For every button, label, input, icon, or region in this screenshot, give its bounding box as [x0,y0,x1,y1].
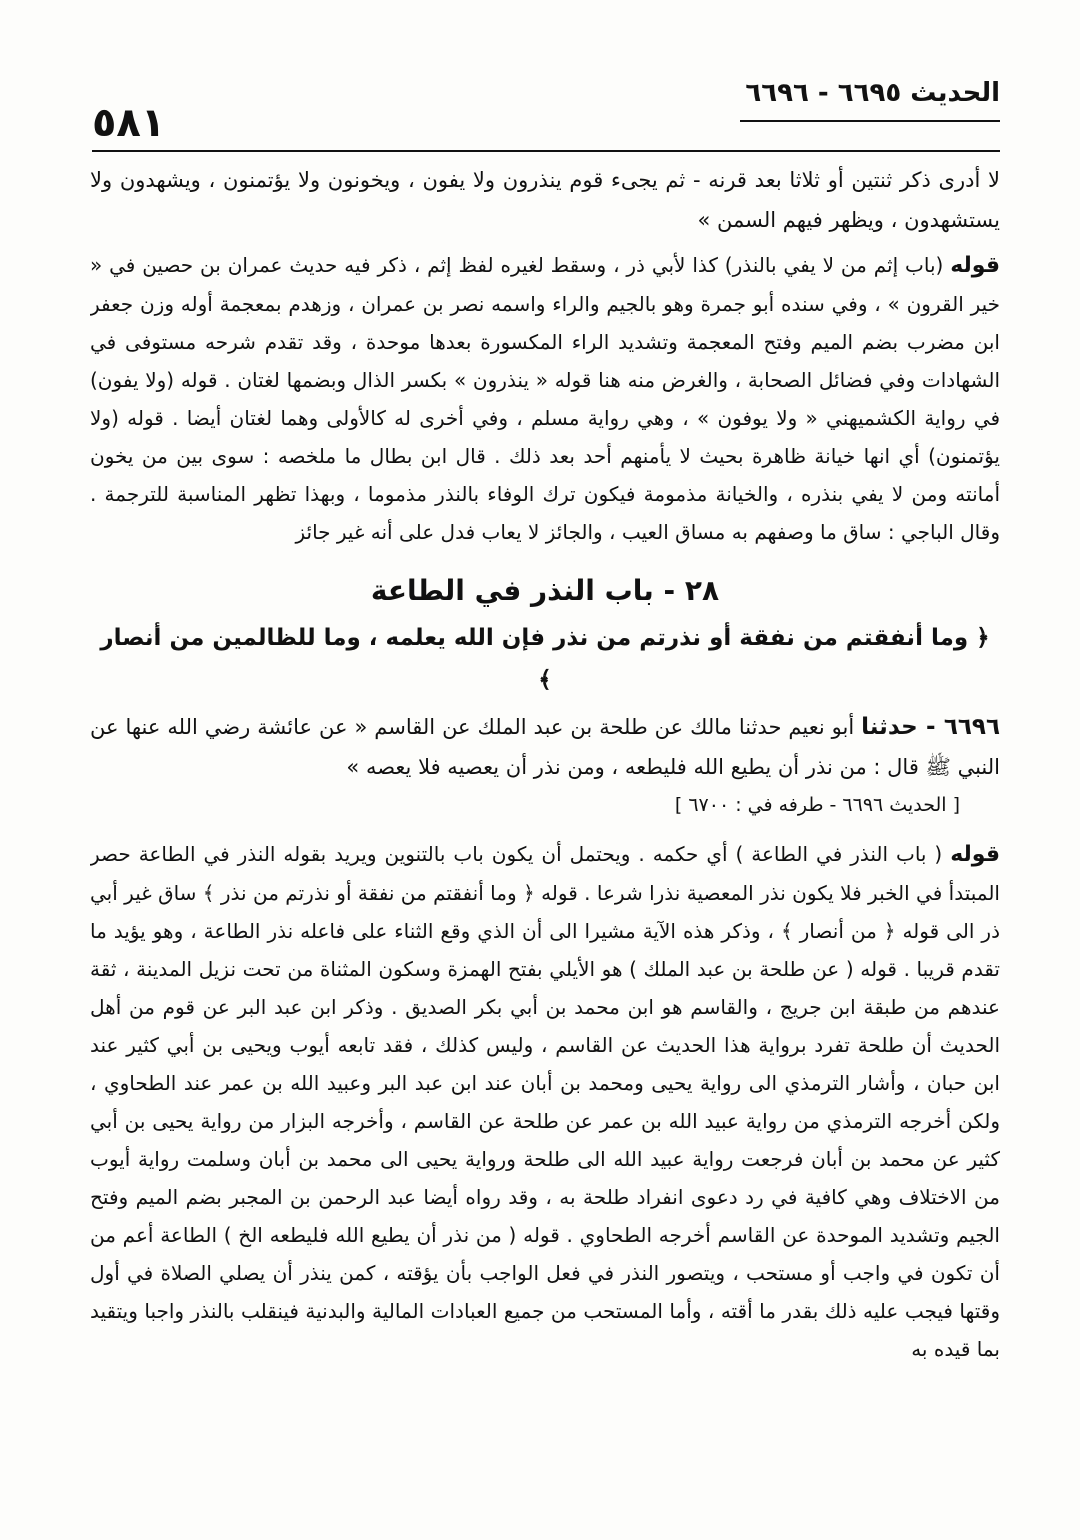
header-rule [92,150,1000,152]
chapter-heading: ٢٨ - باب النذر في الطاعة [370,574,720,607]
commentary-paragraph-1 [90,246,1000,551]
hadith-reference: [ الحديث ٦٦٩٦ - طرفه في : ٦٧٠٠ ] [674,794,960,816]
commentary-paragraph-2 [90,835,1000,1368]
hadith-6696 [90,707,1000,787]
page-header [92,70,1000,150]
commentary-2-text: ( باب النذر في الطاعة ) أي حكمه . ويحتمل أن يكون باب بالتنوين ويريد بقوله النذر في الطاعة حصر المبتدأ في الخبر فلا يكون نذر المعصية نذرا شرعا . قوله ﴿ وما أنفقتم من نفقة أو نذرتم من نذر ﴾ ساق غير أبي ذر الى قوله ﴿ من أنصار ﴾ ، وذكر هذه الآية مشيرا الى أن الذي وقع الثناء على فاعله نذر الطاعة ، وهو يؤيد ما تقدم قريبا . قوله ( عن طلحة بن عبد الملك ) هو الأيلي بفتح الهمزة وسكون المثناة من تحت نزيل المدينة ، ثقة عندهم من طبقة ابن جريج ، والقاسم هو ابن محمد بن أبي بكر الصديق . وذكر ابن عبد البر عن قوم من أهل الحديث أن طلحة تفرد برواية هذا الحديث عن القاسم ، وليس كذلك ، فقد تابعه أيوب ويحيى بن أبي كثير عند ابن حبان ، وأشار الترمذي الى رواية يحيى ومحمد بن أبان عند ابن عبد البر وعبيد الله بن عمر عند الطحاوي ، ولكن أخرجه الترمذي من رواية عبيد الله بن عمر عن طلحة عن القاسم ، وأخرجه البزار من رواية يحيى بن أبي كثير عن محمد بن أبان فرجعت رواية عبيد الله الى طلحة ورواية يحيى الى محمد بن أبان وسلمت رواية أيوب من الاختلاف وهي كافية في رد دعوى انفراد طلحة به ، وقد رواه أيضا عبد الرحمن بن المجبر بضم الميم وفتح الجيم وتشديد الموحدة عن القاسم أخرجه الطحاوي . قوله ( من نذر أن يطيع الله فليطعه الخ ) الطاعة أعم من أن تكون في واجب أو مستحب ، ويتصور النذر في فعل الواجب بأن يؤقته ، كمن ينذر أن يصلي الصلاة في أول وقتها فيجب عليه ذلك بقدر ما أقته ، وأما المستحب من جميع العبادات المالية والبدنية فينقلب بالنذر واجبا ويتقيد بما قيده به [90,842,1000,1361]
opening-hadith-text: لا أدرى ذكر ثنتين أو ثلاثا بعد قرنه - ثم يجىء قوم ينذرون ولا يفون ، ويخونون ولا يؤتمنون ، ويشهدون ولا يستشهدون ، ويظهر فيهم السمن » [90,168,1000,232]
chapter-verse: ﴿ وما أنفقتم من نفقة أو نذرتم من نذر فإن الله يعلمه ، وما للظالمين من أنصار ﴾ [100,625,990,693]
page-number: ٥٨١ [92,100,166,146]
page-body [90,160,1000,1480]
commentary-1-lead: قوله [950,253,1000,278]
commentary-1-text: (باب إثم من لا يفي بالنذر) كذا لأبي ذر ، وسقط لغيره لفظ إثم ، ذكر فيه حديث عمران بن حصين في « خير القرون » ، وفي سنده أبو جمرة وهو بالجيم والراء واسمه نصر بن عمران ، وزهدم بمعجمة أوله وزن جعفر ابن مضرب بضم الميم وفتح المعجمة وتشديد الراء المكسورة بعدها موحدة ، وقد تقدم شرحه مستوفى في الشهادات وفي فضائل الصحابة ، والغرض منه هنا قوله « ينذرون » بكسر الذال وبضمها لغتان . قوله (ولا يفون) في رواية الكشميهني « ولا يوفون » ، وهي رواية مسلم ، وفي أخرى له كالأولى وهما لغتان أيضا . قوله (ولا يؤتمنون) أي انها خيانة ظاهرة بحيث لا يأمنهم أحد بعد ذلك . قال ابن بطال ما ملخصه : سوى بين من يخون أمانته ومن لا يفي بنذره ، والخيانة مذمومة فيكون ترك الوفاء بالنذر مذموما ، وبهذا تظهر المناسبة للترجمة . وقال الباجي : ساق ما وصفهم به مساق العيب ، والجائز لا يعاب فدل على أنه غير جائز [90,253,1000,544]
hadith-number-lead: ٦٦٩٦ - حدثنا [861,714,1000,740]
running-head-underline [740,120,1000,122]
hadith-text: أبو نعيم حدثنا مالك عن طلحة بن عبد الملك عن القاسم « عن عائشة رضي الله عنها عن النبي ﷺ قال : من نذر أن يطيع الله فليطعه ، ومن نذر أن يعصيه فلا يعصه » [90,715,1000,779]
running-head: الحديث ٦٦٩٥ - ٦٦٩٦ [745,78,1000,108]
commentary-2-lead: قوله [950,842,1000,867]
